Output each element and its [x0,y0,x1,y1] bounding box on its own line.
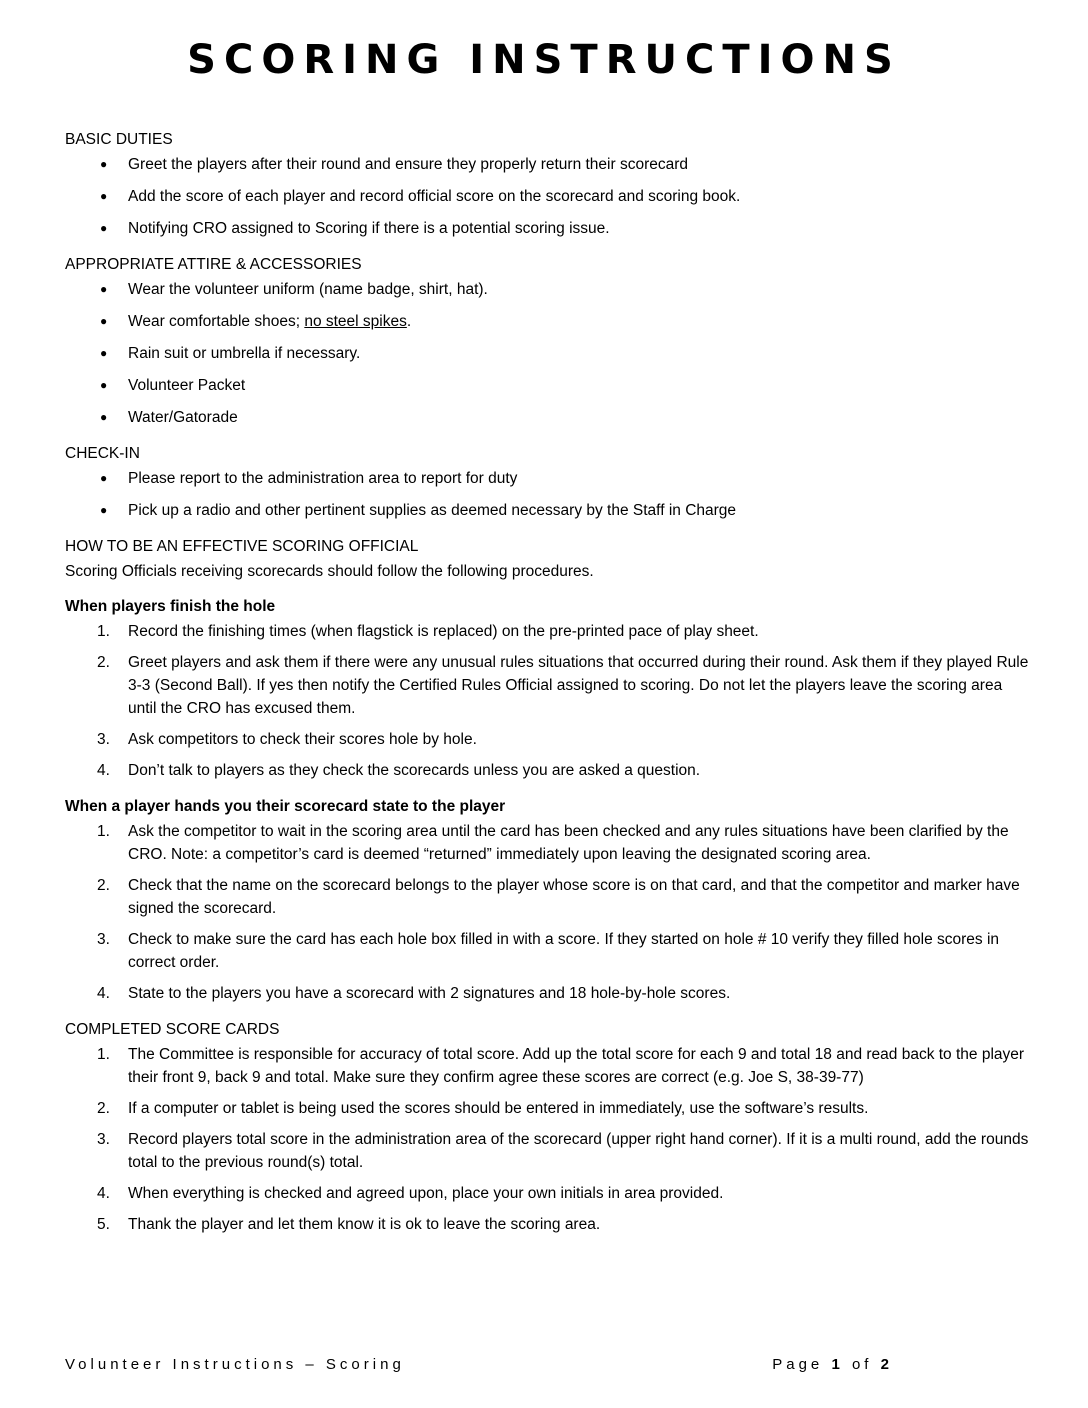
list-item: ● Please report to the administration area to report for duty [65,467,1030,490]
list-item: ● Pick up a radio and other pertinent supplies as deemed necessary by the Staff in Charge [65,499,1030,522]
section-heading-check-in: CHECK-IN [65,445,140,462]
bullet-icon: ● [100,157,108,171]
bullet-icon: ● [100,221,108,235]
bullet-icon: ● [100,189,108,203]
list-item: 3. Ask competitors to check their scores hole by hole. [97,731,477,748]
bullet-icon: ● [100,378,108,392]
page-title: SCORING INSTRUCTIONS [187,37,901,83]
list-item: ● Notifying CRO assigned to Scoring if there is a potential scoring issue. [65,217,1030,240]
list-item: 3. Check to make sure the card has each hole box filled in with a score. If they started on hole # 10 verify they filled hole scores in correct order. [97,931,1000,971]
list-item: ● Greet the players after their round and ensure they properly return their scorecard [65,153,1030,176]
check-in-list [65,467,1030,522]
section-heading-attire: APPROPRIATE ATTIRE & ACCESSORIES [65,256,362,273]
list-item: 4. State to the players you have a scorecard with 2 signatures and 18 hole-by-hole scores. [97,985,731,1002]
list-item: ● Rain suit or umbrella if necessary. [65,342,1030,365]
list-item: ● Volunteer Packet [65,374,1030,397]
list-item: ● Water/Gatorade [65,406,1030,429]
effective-intro: Scoring Officials receiving scorecards should follow the following procedures. [65,563,594,580]
section-heading-basic-duties: BASIC DUTIES [65,131,173,148]
list-item: 2. If a computer or tablet is being used the scores should be entered in immediately, use the software’s results. [97,1100,869,1117]
list-item: 3. Record players total score in the administration area of the scorecard (upper right hand corner). If it is a multi round, add the rounds total to the previous round(s) total. [97,1131,1029,1171]
list-item: 2. Greet players and ask them if there were any unusual rules situations that occurred during their round. Ask them if they played Rule 3-3 (Second Ball). If yes then notify the Certified Rules Official assigned to scoring. Do not let the players leave the scoring area until the CRO has excused them. [97,654,1029,717]
footer-document-label: Volunteer Instructions – Scoring [65,1356,405,1373]
footer-page-number: Page 1 of 2 [772,1356,893,1373]
bullet-icon: ● [100,471,108,485]
list-item: ● Wear the volunteer uniform (name badge, shirt, hat). [65,278,1030,301]
attire-list [65,278,1030,429]
list-item: 4. When everything is checked and agreed upon, place your own initials in area provided. [97,1185,724,1202]
document-body [65,128,1030,1249]
list-item: ● Wear comfortable shoes; no steel spikes. [65,310,1030,333]
bullet-icon: ● [100,282,108,296]
completed-cards-steps [65,1043,1030,1236]
underlined-text: no steel spikes [304,313,407,330]
hands-scorecard-steps [65,820,1030,1005]
bullet-icon: ● [100,410,108,424]
subheading-finish-hole: When players finish the hole [65,598,276,615]
list-item: 4. Don’t talk to players as they check the scorecards unless you are asked a question. [97,762,701,779]
list-item: 5. Thank the player and let them know it is ok to leave the scoring area. [97,1216,601,1233]
list-item: 1. The Committee is responsible for accuracy of total score. Add up the total score for each 9 and total 18 and read back to the player their front 9, back 9 and total. Make sure they confirm agree these scores are correct (e.g. Joe S, 38-39-77) [97,1046,1025,1086]
bullet-icon: ● [100,503,108,517]
subheading-hands-scorecard: When a player hands you their scorecard state to the player [65,798,506,815]
list-item: 1. Ask the competitor to wait in the scoring area until the card has been checked and any rules situations have been clarified by the CRO. Note: a competitor’s card is deemed “returned” immediately upon leaving the designated scoring area. [97,823,1009,863]
section-heading-completed-cards: COMPLETED SCORE CARDS [65,1021,280,1038]
finish-hole-steps [65,620,1030,782]
section-heading-effective-official: HOW TO BE AN EFFECTIVE SCORING OFFICIAL [65,538,419,555]
bullet-icon: ● [100,346,108,360]
list-item: 2. Check that the name on the scorecard belongs to the player whose score is on that card, and that the competitor and marker have signed the scorecard. [97,877,1020,917]
basic-duties-list [65,153,1030,240]
bullet-icon: ● [100,314,108,328]
list-item: 1. Record the finishing times (when flagstick is replaced) on the pre-printed pace of play sheet. [97,623,759,640]
list-item: ● Add the score of each player and record official score on the scorecard and scoring book. [65,185,1030,208]
